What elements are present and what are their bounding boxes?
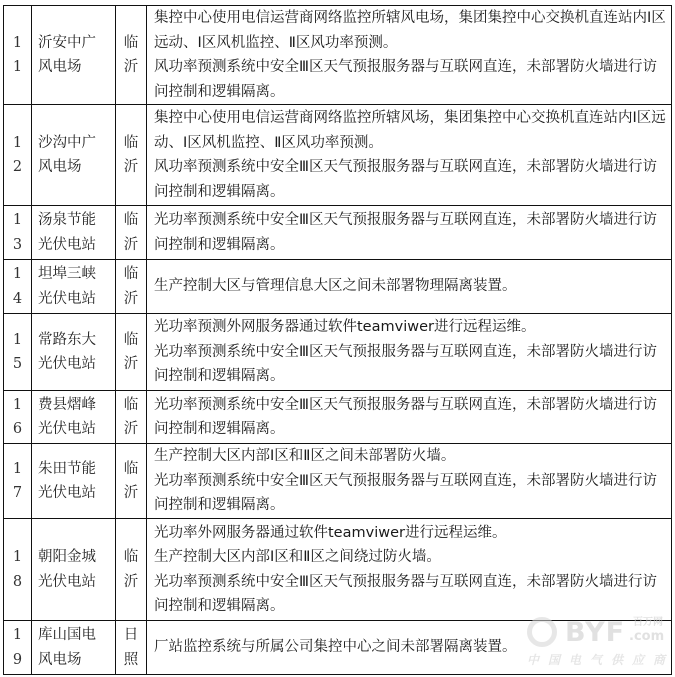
issue-line: 风功率预测系统中安全Ⅲ区天气预报服务器与互联网直连，未部署防火墙进行访问控制和逻辑隔离。 (154, 59, 657, 100)
station-name-cell (32, 314, 116, 391)
issue-line: 光功率预测系统中安全Ⅲ区天气预报服务器与互联网直连，未部署防火墙进行访问控制和逻辑隔离。 (154, 212, 657, 253)
issue-description-cell (147, 6, 672, 105)
row-number-digit: 1 (12, 134, 23, 151)
issue-line: 光功率预测外网服务器通过软件teamviwer进行远程运维。 (154, 319, 536, 336)
city-char: 临 (123, 134, 139, 151)
city-char: 临 (123, 549, 139, 565)
station-name-line: 光伏电站 (38, 356, 96, 372)
issue-line: 集控中心使用电信运营商网络监控所辖风电场，集团集控中心交换机直连站内Ⅰ区远动、Ⅰ区风机监控、Ⅱ区风功率预测。 (154, 10, 666, 51)
station-name-cell (32, 519, 116, 621)
station-name-line: 沂安中广 (38, 34, 96, 51)
watermark-subtitle: 中国电气供应商 (527, 653, 675, 667)
city-char: 临 (123, 460, 139, 477)
station-name-cell (32, 105, 116, 206)
station-name-cell (32, 391, 116, 444)
city-char: 沂 (123, 421, 139, 437)
station-name-cell (32, 6, 116, 105)
issue-line: 生产控制大区内部Ⅰ区和Ⅱ区之间未部署防火墙。 (154, 448, 456, 465)
issue-description-cell (147, 260, 672, 314)
station-name-line: 沙沟中广 (38, 134, 96, 151)
station-name-cell (32, 444, 116, 519)
city-cell (116, 6, 147, 105)
city-char: 沂 (123, 159, 139, 175)
station-name-line: 库山国电 (38, 627, 96, 643)
city-char: 照 (123, 651, 139, 668)
table-row (4, 314, 672, 391)
city-char: 沂 (123, 59, 139, 75)
issue-line: 光功率预测系统中安全Ⅲ区天气预报服务器与互联网直连，未部署防火墙进行访问控制和逻辑隔离。 (154, 472, 657, 514)
station-name-line: 光伏电站 (38, 421, 96, 437)
city-char: 临 (123, 266, 139, 282)
table-row (4, 206, 672, 260)
city-char: 临 (123, 34, 139, 51)
issue-line: 风功率预测系统中安全Ⅲ区天气预报服务器与互联网直连，未部署防火墙进行访问控制和逻辑隔离。 (154, 159, 657, 200)
station-name-line: 光伏电站 (38, 290, 96, 307)
city-cell (116, 519, 147, 621)
city-char: 沂 (123, 485, 139, 501)
row-number-cell (4, 621, 32, 675)
row-number-digit: 2 (12, 159, 23, 175)
station-name-line: 风电场 (38, 651, 82, 668)
city-char: 沂 (123, 290, 139, 307)
station-name-line: 常路东大 (38, 331, 96, 348)
station-name-cell (32, 621, 116, 675)
issue-description-cell (147, 391, 672, 444)
row-number-cell (4, 444, 32, 519)
row-number-digit: 1 (12, 266, 23, 282)
city-cell (116, 444, 147, 519)
city-cell (116, 314, 147, 391)
row-number-digit: 9 (12, 651, 23, 668)
watermark-domain: .com (629, 629, 665, 644)
issue-description-cell (147, 519, 672, 621)
issue-line: 光功率预测系统中安全Ⅲ区天气预报服务器与互联网直连，未部署防火墙进行访问控制和逻辑隔离。 (154, 343, 657, 385)
station-name-line: 费县熠峰 (38, 396, 96, 413)
city-cell (116, 105, 147, 206)
row-number-digit: 1 (12, 627, 23, 643)
row-number-digit: 7 (12, 485, 23, 501)
row-number-digit: 1 (12, 59, 23, 75)
issue-description-cell (147, 105, 672, 206)
issue-line: 光功率预测系统中安全Ⅲ区天气预报服务器与互联网直连，未部署防火墙进行访问控制和逻辑隔离。 (154, 396, 657, 437)
issue-line: 生产控制大区内部Ⅰ区和Ⅱ区之间绕过防火墙。 (154, 549, 441, 565)
city-cell (116, 391, 147, 444)
watermark-logo-text: BYF (565, 617, 626, 648)
issue-description-cell (147, 444, 672, 519)
row-number-digit: 4 (12, 290, 23, 307)
city-char: 沂 (123, 356, 139, 372)
row-number-cell (4, 105, 32, 206)
station-name-line: 光伏电站 (38, 573, 96, 590)
row-number-cell (4, 6, 32, 105)
row-number-digit: 6 (12, 421, 23, 437)
station-name-cell (32, 260, 116, 314)
row-number-cell (4, 260, 32, 314)
watermark-logo-cn: 百万网 (633, 617, 663, 628)
row-number-digit: 8 (12, 573, 23, 590)
row-number-digit: 1 (12, 396, 23, 413)
issue-line: 厂站监控系统与所属公司集控中心之间未部署隔离装置。 (154, 639, 517, 656)
city-char: 临 (123, 331, 139, 348)
row-number-digit: 1 (12, 549, 23, 565)
row-number-cell (4, 314, 32, 391)
city-cell (116, 260, 147, 314)
station-name-line: 光伏电站 (38, 236, 96, 253)
issue-line: 生产控制大区与管理信息大区之间未部署物理隔离装置。 (154, 278, 517, 295)
table-row (4, 444, 672, 519)
table-row (4, 391, 672, 444)
row-number-digit: 5 (12, 356, 23, 372)
issue-line: 光功率预测系统中安全Ⅲ区天气预报服务器与互联网直连，未部署防火墙进行访问控制和逻辑隔离。 (154, 573, 657, 614)
city-char: 临 (123, 396, 139, 413)
table-row (4, 519, 672, 621)
table-row (4, 105, 672, 206)
table-row (4, 621, 672, 675)
station-name-line: 汤泉节能 (38, 212, 96, 228)
risk-table (3, 5, 675, 675)
issue-description-cell (147, 206, 672, 260)
issue-line: 集控中心使用电信运营商网络监控所辖风场，集团集控中心交换机直连站内Ⅰ区远动、Ⅰ区风机监控、Ⅱ区风功率预测。 (154, 110, 666, 151)
row-number-digit: 1 (12, 212, 23, 228)
row-number-cell (4, 206, 32, 260)
city-char: 临 (123, 212, 139, 228)
row-number-cell (4, 519, 32, 621)
station-name-line: 朱田节能 (38, 460, 96, 477)
row-number-digit: 1 (12, 34, 23, 51)
station-name-cell (32, 206, 116, 260)
city-cell (116, 206, 147, 260)
city-char: 沂 (123, 573, 139, 590)
table-row (4, 6, 672, 105)
city-char: 沂 (123, 236, 139, 253)
issue-line: 光功率外网服务器通过软件teamviwer进行远程运维。 (154, 524, 507, 541)
station-name-line: 朝阳金城 (38, 549, 96, 565)
row-number-digit: 1 (12, 331, 23, 348)
row-number-digit: 1 (12, 460, 23, 477)
issue-description-cell (147, 314, 672, 391)
row-number-cell (4, 391, 32, 444)
issue-description-cell (147, 621, 675, 675)
city-cell (116, 621, 147, 675)
city-char: 日 (123, 627, 139, 643)
station-name-line: 坦埠三峡 (38, 266, 96, 282)
row-number-digit: 3 (12, 236, 23, 253)
station-name-line: 光伏电站 (38, 485, 96, 501)
station-name-line: 风电场 (38, 159, 82, 175)
station-name-line: 风电场 (38, 59, 82, 75)
table-row (4, 260, 672, 314)
